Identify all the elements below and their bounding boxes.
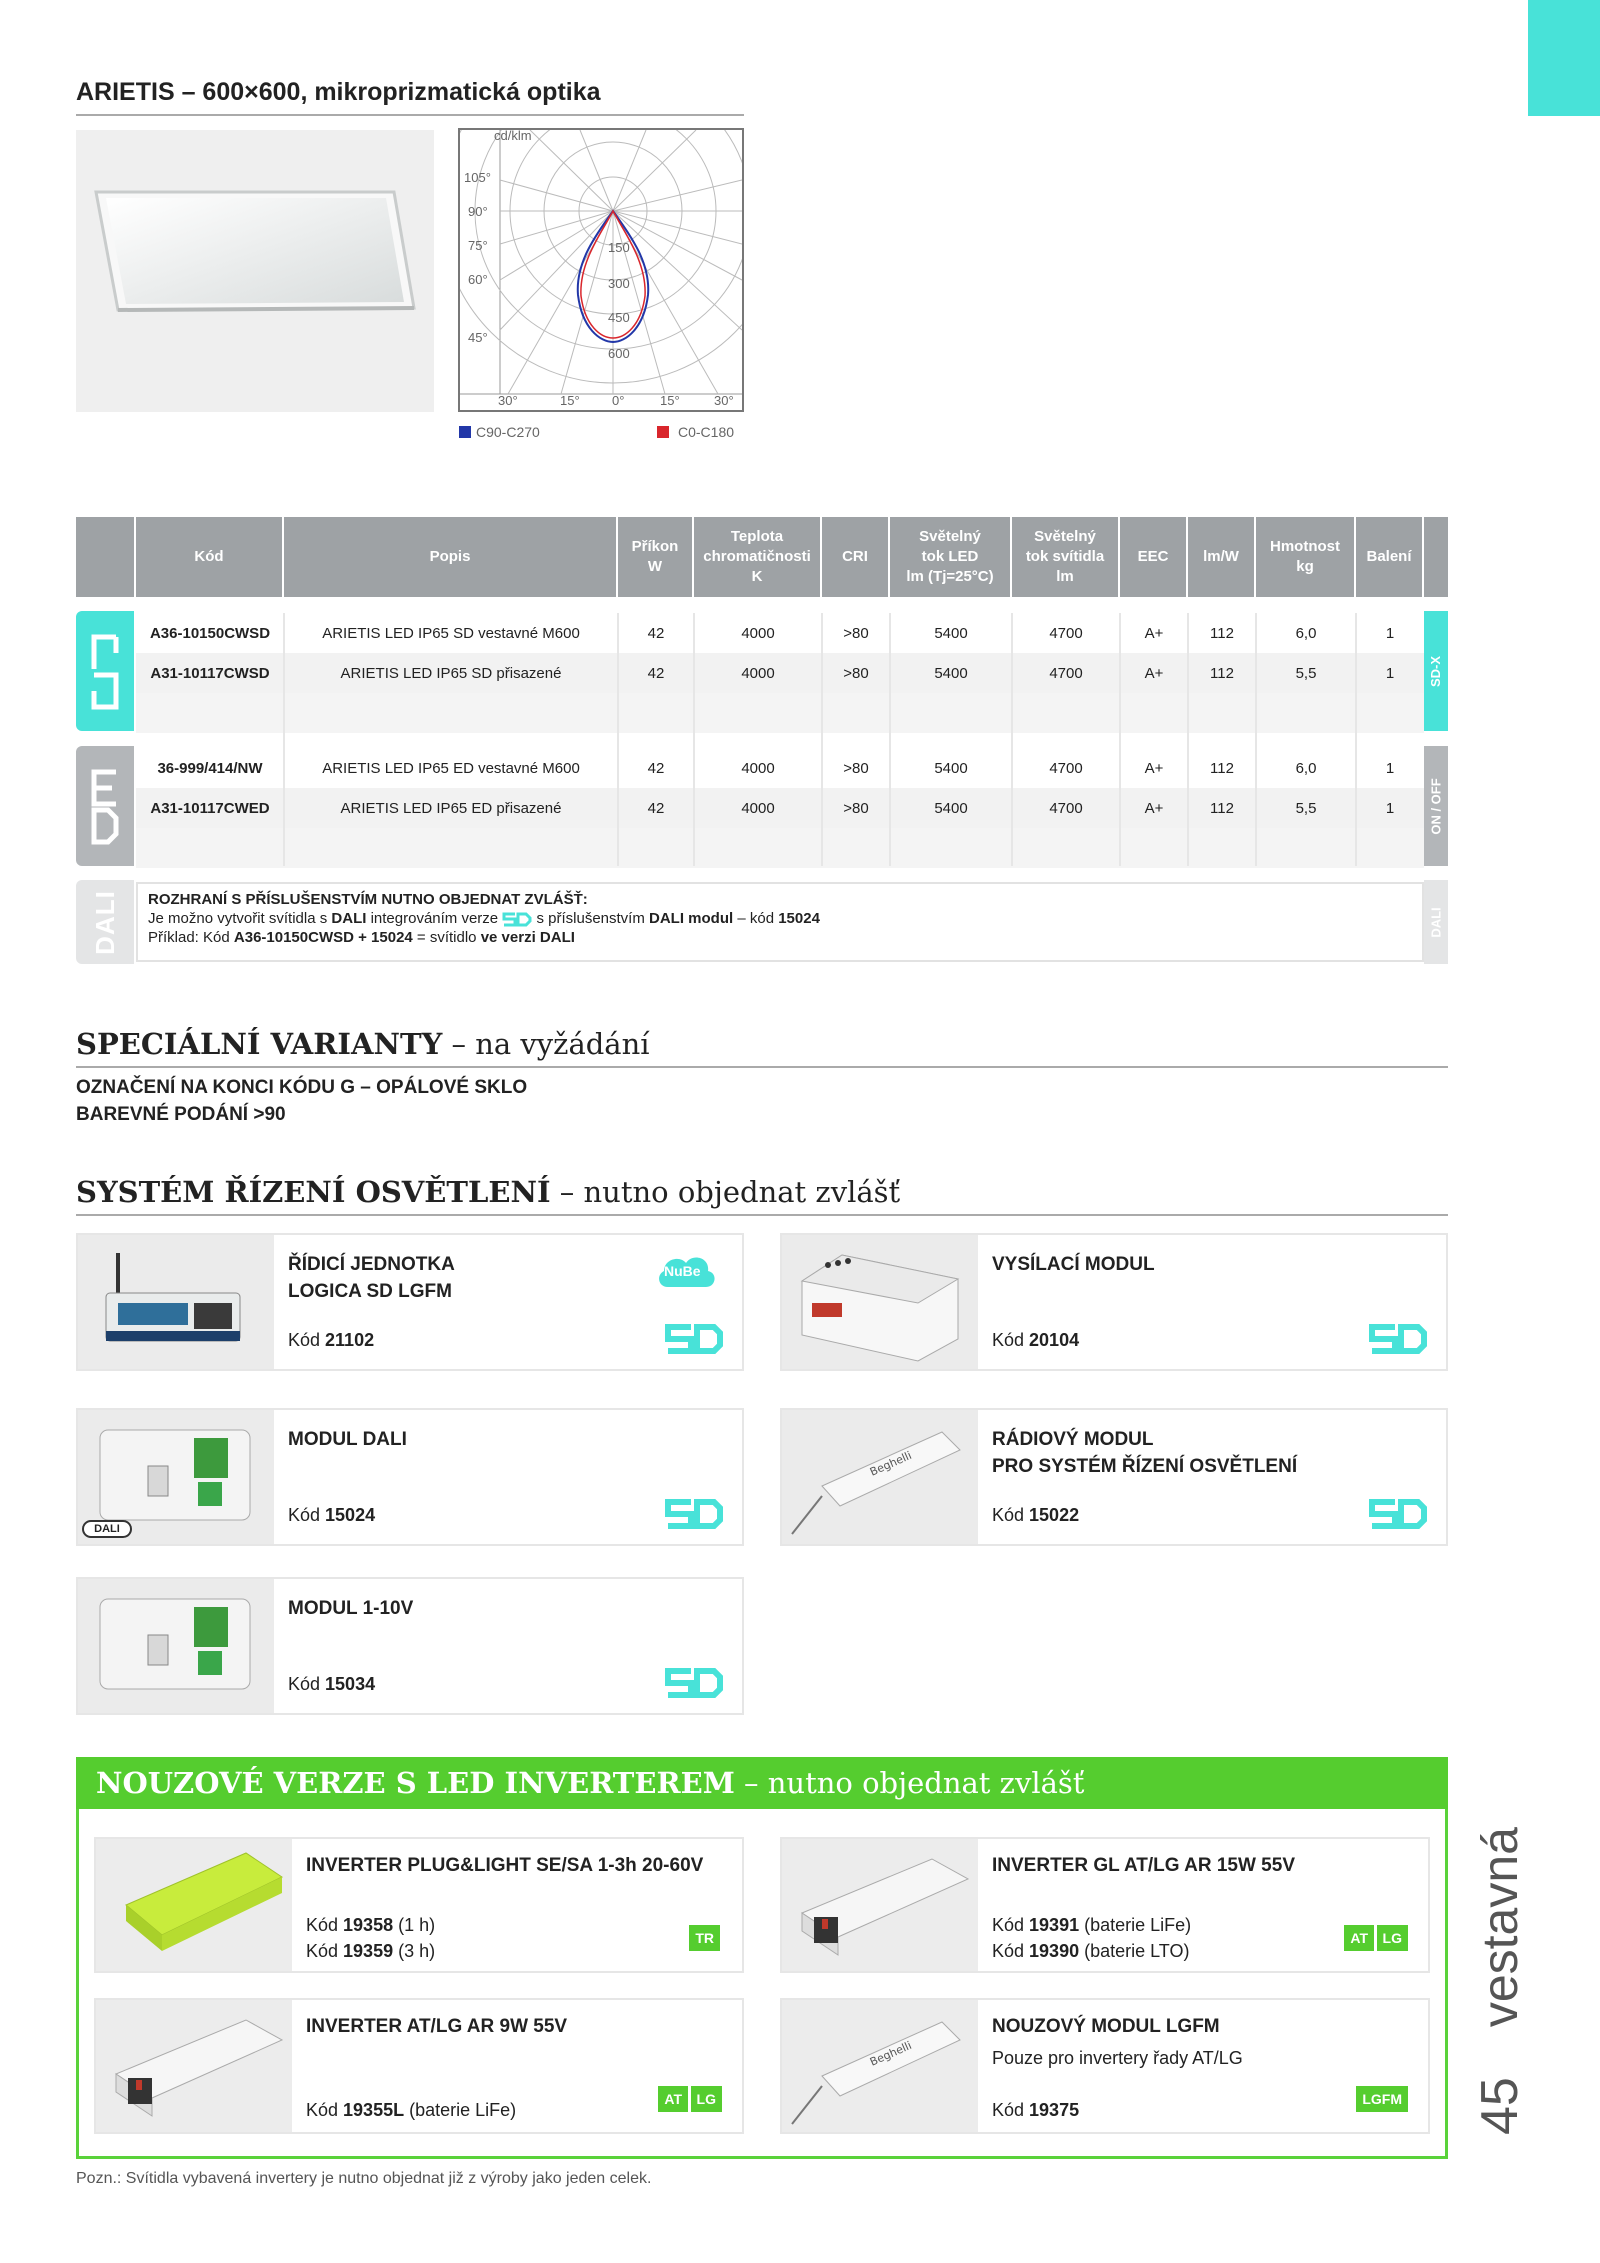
polar-value-label: 600: [608, 346, 630, 361]
product-image: [782, 1839, 978, 1971]
card-body: [292, 1839, 742, 1971]
text: 19390: [1029, 1941, 1080, 1961]
column-divider: [1187, 613, 1189, 866]
header-cell: Teplota chromatičnosti K: [694, 517, 822, 597]
tag-badge: TR: [689, 1925, 720, 1951]
legend-label: C0-C180: [678, 424, 735, 440]
inverter-card: [94, 1998, 744, 2134]
polar-bottom-angle: 0°: [612, 393, 625, 408]
sd-logo: [664, 1498, 724, 1530]
header-cell: Popis: [284, 517, 618, 597]
polar-angle-label: 45°: [468, 330, 488, 345]
side-tag-onoff: [1424, 746, 1448, 866]
product-image: [782, 1410, 978, 1544]
code-line: [306, 1915, 435, 1936]
table-row: [136, 653, 1424, 693]
card-title: INVERTER PLUG&LIGHT SE/SA 1-3h 20-60V: [306, 1855, 704, 1876]
polar-diagram: [458, 128, 744, 412]
sd-logo: [1368, 1323, 1428, 1355]
text: s příslušenstvím: [532, 910, 650, 927]
page-number: 45: [1471, 2077, 1529, 2135]
polar-angle-label: 90°: [468, 204, 488, 219]
column-divider: [1119, 613, 1121, 866]
cell: 4700: [1049, 624, 1083, 642]
header-blank: [76, 517, 136, 597]
cell: 5,5: [1295, 664, 1317, 682]
text: SYSTÉM ŘÍZENÍ OSVĚTLENÍ: [76, 1175, 551, 1209]
cell: >80: [843, 624, 869, 642]
cell: 5400: [934, 799, 968, 817]
header-cell: EEC: [1120, 517, 1188, 597]
special-line: BAREVNÉ PODÁNÍ >90: [76, 1104, 286, 1125]
text: (baterie LiFe): [404, 2100, 517, 2120]
product-image: [78, 1235, 274, 1369]
text: Kód: [306, 1915, 344, 1935]
emergency-title: [96, 1766, 1084, 1800]
text: Kód: [992, 2100, 1030, 2120]
table-row: [136, 788, 1424, 828]
code-line: [992, 1941, 1189, 1962]
card-title: INVERTER GL AT/LG AR 15W 55V: [992, 1855, 1295, 1876]
card-body: [274, 1410, 742, 1544]
card-body: [978, 1235, 1446, 1369]
panel-image: [76, 130, 434, 412]
card-title: NOUZOVÝ MODUL LGFM: [992, 2016, 1220, 2037]
legend-swatch-blue: [459, 426, 471, 438]
text: 15024: [325, 1505, 376, 1525]
text: Kód: [992, 1505, 1030, 1525]
column-divider: [1011, 613, 1013, 866]
polar-unit: cd/klm: [494, 128, 532, 143]
text: 19375: [1029, 2100, 1080, 2120]
column-divider: [1255, 613, 1257, 866]
text: 15024: [778, 910, 820, 927]
cell: 4700: [1049, 799, 1083, 817]
cell: A+: [1144, 799, 1164, 817]
cell: 4000: [741, 664, 775, 682]
legend-swatch-red: [657, 426, 669, 438]
text: A36-10150CWSD + 15024: [233, 929, 413, 946]
cell: >80: [843, 799, 869, 817]
text: DALI: [331, 910, 367, 927]
side-tag-dali: [1424, 880, 1448, 964]
cell: 42: [647, 799, 665, 817]
section-name: vestavná: [1472, 1827, 1528, 2028]
card-body: [978, 2000, 1428, 2132]
special-line: OZNAČENÍ NA KONCI KÓDU G – OPÁLOVÉ SKLO: [76, 1077, 528, 1098]
text: 19358: [343, 1915, 394, 1935]
cell-desc: ARIETIS LED IP65 SD přisazené: [340, 664, 562, 682]
cell: 42: [647, 624, 665, 642]
cell: 112: [1210, 624, 1234, 642]
special-title: [76, 1027, 650, 1061]
cell-code: A36-10150CWSD: [149, 624, 271, 642]
text: (baterie LiFe): [1079, 1915, 1192, 1935]
product-photo: [76, 130, 434, 412]
sd-logo: [664, 1323, 724, 1355]
side-tag-sdx: [1424, 611, 1448, 731]
card-code: [288, 1330, 374, 1351]
text: 19391: [1029, 1915, 1080, 1935]
text: (1 h): [393, 1915, 436, 1935]
divider: [76, 114, 744, 116]
card-title: INVERTER AT/LG AR 9W 55V: [306, 2016, 568, 2037]
cell: 112: [1210, 799, 1234, 817]
product-image: [96, 1839, 292, 1971]
accessory-card: [76, 1577, 744, 1715]
tag-badge: AT: [658, 2086, 688, 2112]
card-title: MODUL 1-10V: [288, 1598, 414, 1619]
tag-badge: LGFM: [1356, 2086, 1408, 2112]
text: – na vyžádání: [442, 1027, 650, 1061]
column-divider: [821, 613, 823, 866]
cell: 112: [1210, 664, 1234, 682]
ed-badge: [76, 746, 134, 866]
text: Příklad: Kód: [148, 929, 234, 946]
cell: 1: [1385, 624, 1395, 642]
sd-badge: [76, 611, 134, 731]
dali-note: [136, 882, 1424, 962]
page-label: [1470, 1827, 1530, 2135]
cell: 6,0: [1295, 624, 1317, 642]
tag-badge: LG: [691, 2086, 722, 2112]
header-cell: Kód: [136, 517, 284, 597]
cell: 4700: [1049, 759, 1083, 777]
cell: 4700: [1049, 664, 1083, 682]
cell: 5,5: [1295, 799, 1317, 817]
text: Kód: [306, 1941, 344, 1961]
card-body: [292, 2000, 742, 2132]
polar-bottom-angle: 30°: [498, 393, 518, 408]
svg-text:Beghelli: Beghelli: [867, 2038, 914, 2069]
dali-note-line: [148, 909, 1412, 928]
sd-logo: [1368, 1498, 1428, 1530]
side-tag-text: SD-X: [1428, 655, 1444, 687]
polar-bottom-angle: 15°: [560, 393, 580, 408]
header-cell: CRI: [822, 517, 890, 597]
card-title: VYSÍLACÍ MODUL: [992, 1254, 1155, 1275]
divider: [76, 1066, 1448, 1068]
text: 19359: [343, 1941, 394, 1961]
cell: 42: [647, 664, 665, 682]
cell: A+: [1144, 759, 1164, 777]
text: Kód: [992, 1941, 1030, 1961]
cell-desc: ARIETIS LED IP65 ED přisazené: [340, 799, 562, 817]
dali-note-line: [148, 928, 1412, 947]
tag-badge: AT: [1344, 1925, 1374, 1951]
product-image: [78, 1579, 274, 1713]
cell: A+: [1144, 664, 1164, 682]
table-row: [136, 748, 1424, 788]
cell: 1: [1385, 759, 1395, 777]
cell: >80: [843, 664, 869, 682]
cell: 5400: [934, 759, 968, 777]
table-row-empty: [136, 828, 1424, 868]
card-code: [288, 1505, 375, 1526]
product-image: [782, 1235, 978, 1369]
nube-logo: [654, 1251, 720, 1291]
sd-inline-logo: [502, 912, 532, 927]
card-code: [992, 1505, 1079, 1526]
inverter-card: [780, 1998, 1430, 2134]
text: 19355L: [343, 2100, 405, 2120]
text: Kód: [992, 1915, 1030, 1935]
text: Je možno vytvořit svítidla s: [148, 910, 332, 927]
sd-logo: [664, 1667, 724, 1699]
tag-badge: LG: [1377, 1925, 1408, 1951]
card-code: [288, 1674, 375, 1695]
column-divider: [693, 613, 695, 866]
polar-value-label: 300: [608, 276, 630, 291]
polar-bottom-angle: 15°: [660, 393, 680, 408]
polar-angle-label: 105°: [464, 170, 491, 185]
cell: 1: [1385, 664, 1395, 682]
cell: 42: [647, 759, 665, 777]
table-header: [76, 517, 1448, 597]
inverter-card: [94, 1837, 744, 1973]
cell: 4000: [741, 624, 775, 642]
text: – kód: [733, 910, 779, 927]
cell-code: A31-10117CWED: [150, 799, 270, 817]
text: Kód: [306, 2100, 344, 2120]
corner-tab: [1528, 0, 1600, 116]
control-title: [76, 1175, 900, 1209]
text: 20104: [1029, 1330, 1080, 1350]
cell: 4000: [741, 799, 775, 817]
text: NOUZOVÉ VERZE S LED INVERTEREM: [96, 1766, 735, 1800]
svg-text:Beghelli: Beghelli: [867, 1448, 914, 1479]
nube-text: NuBe: [664, 1263, 701, 1279]
text: SPECIÁLNÍ VARIANTY: [76, 1027, 443, 1061]
cell: 5400: [934, 624, 968, 642]
text: = svítidlo: [412, 929, 481, 946]
accessory-card: [76, 1233, 744, 1371]
text: 21102: [325, 1330, 375, 1350]
dali-logo: DALI: [82, 1520, 132, 1538]
polar-value-label: 150: [608, 240, 630, 255]
card-body: [978, 1410, 1446, 1544]
header-cell: Světelný tok svítidla lm: [1012, 517, 1120, 597]
text: (3 h): [393, 1941, 436, 1961]
cell: 112: [1210, 759, 1234, 777]
card-body: [274, 1579, 742, 1713]
cell-code: A31-10117CWSD: [150, 664, 270, 682]
text: Kód: [288, 1505, 326, 1525]
card-title: ŘÍDICÍ JEDNOTKA LOGICA SD LGFM: [288, 1254, 455, 1302]
card-body: [978, 1839, 1428, 1971]
header-cell: Hmotnost kg: [1256, 517, 1356, 597]
cell: 5400: [934, 664, 968, 682]
header-cell: lm/W: [1188, 517, 1256, 597]
column-divider: [617, 613, 619, 866]
product-image: [782, 2000, 978, 2132]
text: 15034: [325, 1674, 376, 1694]
product-image: [96, 2000, 292, 2132]
card-subtitle: Pouze pro invertery řady AT/LG: [992, 2048, 1243, 2068]
header-cell: Světelný tok LED lm (Tj=25°C): [890, 517, 1012, 597]
code-line: [992, 2100, 1079, 2121]
polar-angle-label: 75°: [468, 238, 488, 253]
dali-note-heading: ROZHRANÍ S PŘÍSLUŠENSTVÍM NUTNO OBJEDNAT ZVLÁŠŤ:: [148, 891, 588, 908]
text: Kód: [288, 1330, 326, 1350]
emergency-header: [76, 1757, 1448, 1809]
text: ve verzi DALI: [480, 929, 575, 946]
product-image: [78, 1410, 274, 1544]
legend-label: C90-C270: [476, 424, 540, 440]
cell: 1: [1385, 799, 1395, 817]
inverter-card: [780, 1837, 1430, 1973]
cell: 4000: [741, 759, 775, 777]
text: integrováním verze: [366, 910, 503, 927]
polar-value-label: 450: [608, 310, 630, 325]
column-divider: [1355, 613, 1357, 866]
cell: >80: [843, 759, 869, 777]
text: Kód: [288, 1674, 326, 1694]
text: (baterie LTO): [1079, 1941, 1190, 1961]
accessory-card: [780, 1233, 1448, 1371]
header-cell: Příkon W: [618, 517, 694, 597]
accessory-card: [76, 1408, 744, 1546]
code-line: [306, 2100, 516, 2121]
text: – nutno objednat zvlášť: [734, 1766, 1085, 1800]
cell: 6,0: [1295, 759, 1317, 777]
card-title: RÁDIOVÝ MODUL PRO SYSTÉM ŘÍZENÍ OSVĚTLENÍ: [992, 1429, 1298, 1477]
header-cell: Balení: [1356, 517, 1424, 597]
card-title: MODUL DALI: [288, 1429, 407, 1450]
polar-angle-label: 60°: [468, 272, 488, 287]
side-tag-text: DALI: [1428, 906, 1444, 938]
footnote: Pozn.: Svítidla vybavená invertery je nutno objednat již z výroby jako jeden celek.: [76, 2170, 652, 2187]
text: 15022: [1029, 1505, 1080, 1525]
table-row-empty: [136, 693, 1424, 733]
cell-code: 36-999/414/NW: [157, 759, 263, 777]
cell-desc: ARIETIS LED IP65 ED vestavné M600: [322, 759, 580, 777]
card-code: [992, 1330, 1079, 1351]
divider: [76, 1214, 1448, 1216]
dali-badge-text: DALI: [89, 889, 120, 955]
text: Kód: [992, 1330, 1030, 1350]
column-divider: [283, 613, 285, 866]
column-divider: [889, 613, 891, 866]
polar-bottom-angle: 30°: [714, 393, 734, 408]
code-line: [992, 1915, 1191, 1936]
text: – nutno objednat zvlášť: [550, 1175, 901, 1209]
cell: A+: [1144, 624, 1164, 642]
side-tag-text: ON / OFF: [1428, 777, 1444, 835]
card-body: [274, 1235, 742, 1369]
code-line: [306, 1941, 435, 1962]
text: DALI modul: [649, 910, 734, 927]
product-title: ARIETIS – 600×600, mikroprizmatická optika: [76, 78, 601, 106]
accessory-card: [780, 1408, 1448, 1546]
cell-desc: ARIETIS LED IP65 SD vestavné M600: [322, 624, 580, 642]
table-row: [136, 613, 1424, 653]
dali-badge: [76, 880, 134, 964]
